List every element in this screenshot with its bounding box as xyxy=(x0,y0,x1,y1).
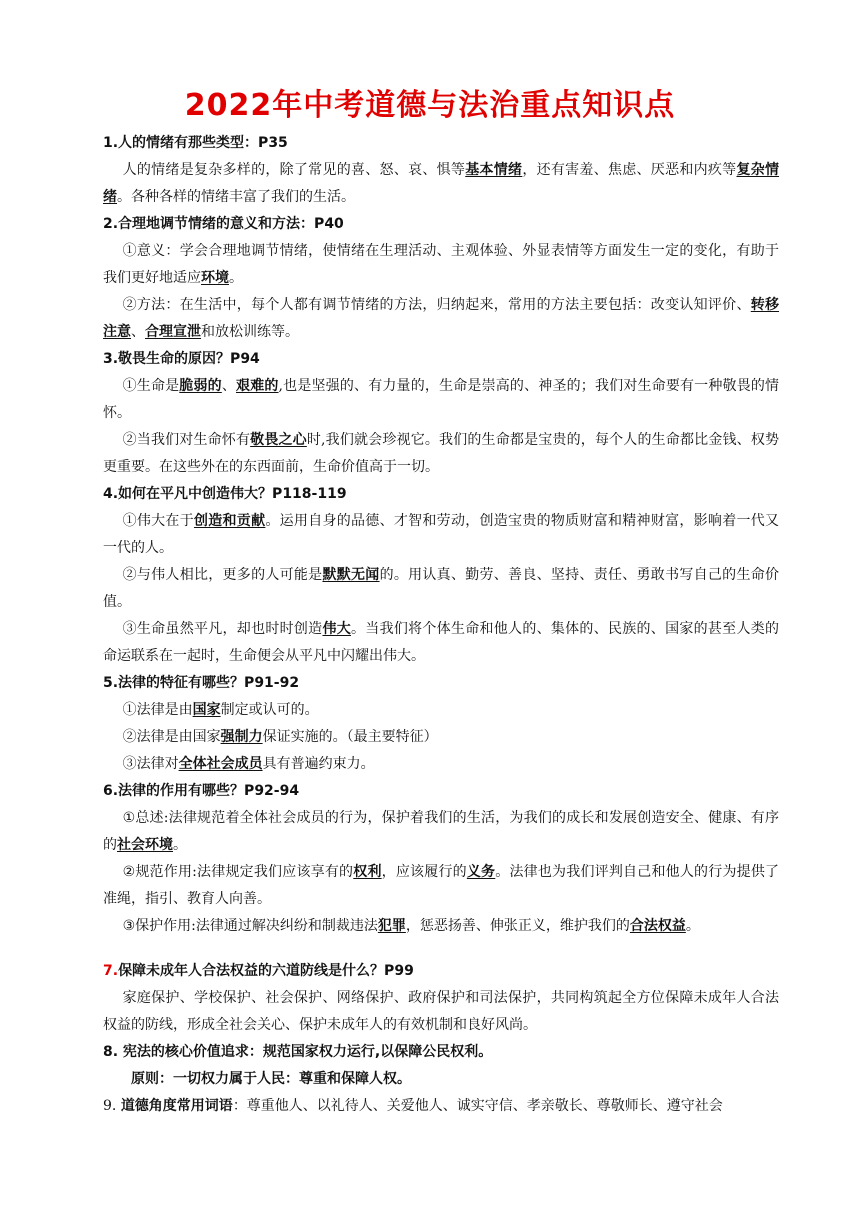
question-1: 1.人的情绪有那些类型：P35 xyxy=(103,135,288,151)
keyword: 敬畏之心 xyxy=(250,432,307,448)
question-8: 8. 宪法的核心价值追求：规范国家权力运行,以保障公民权利。 xyxy=(103,1044,493,1060)
question-2: 2.合理地调节情绪的意义和方法：P40 xyxy=(103,216,344,232)
keyword: 伟大 xyxy=(322,621,352,637)
question-4: 4.如何在平凡中创造伟大？P118-119 xyxy=(103,486,347,502)
answer-6-para-1: ①总述:法律规范着全体社会成员的行为，保护着我们的生活，为我们的成长和发展创造安全、健康、有序的社会环境。 xyxy=(103,810,779,853)
keyword: 艰难的 xyxy=(236,378,279,394)
keyword: 创造和贡献 xyxy=(193,513,266,529)
answer-2-para-1: ①意义：学会合理地调节情绪，使情绪在生理活动、主观体验、外显表情等方面发生一定的变化，有助于我们更好地适应环境。 xyxy=(103,243,779,286)
answer-4-para-2: ②与伟人相比，更多的人可能是默默无闻的。用认真、勤劳、善良、坚持、责任、勇敢书写自己的生命价值。 xyxy=(103,567,780,610)
keyword: 转移注意 xyxy=(103,297,780,340)
document-body xyxy=(103,130,779,1120)
keyword: 权利 xyxy=(353,864,382,880)
keyword: 国家 xyxy=(192,702,221,718)
keyword: 脆弱的 xyxy=(179,378,222,394)
answer-6-para-2: ②规范作用:法律规定我们应该享有的权利，应该履行的义务。法律也为我们评判自己和他人的行为提供了准绳，指引、教育人向善。 xyxy=(103,864,780,907)
keyword: 合理宣泄 xyxy=(145,324,201,340)
keyword: 默默无闻 xyxy=(322,567,380,583)
keyword: 环境 xyxy=(201,270,229,286)
keyword: 义务 xyxy=(466,864,496,880)
question-5: 5.法律的特征有哪些？P91-92 xyxy=(103,675,300,691)
spacer xyxy=(103,940,779,958)
answer-4-para-3: ③生命虽然平凡，却也时时创造伟大。当我们将个体生命和他人的、集体的、民族的、国家的甚至人类的命运联系在一起时，生命便会从平凡中闪耀出伟大。 xyxy=(103,621,780,664)
keyword: 全体社会成员 xyxy=(178,756,263,772)
answer-5-para-1: ①法律是由国家制定或认可的。 xyxy=(122,702,319,718)
answer-2-para-2: ②方法：在生活中，每个人都有调节情绪的方法，归纳起来，常用的方法主要包括：改变认知评价、转移注意、合理宣泄和放松训练等。 xyxy=(103,297,780,340)
question-7: 7.保障未成年人合法权益的六道防线是什么？P99 xyxy=(103,963,414,979)
answer-1-para-1: 人的情绪是复杂多样的，除了常见的喜、怒、哀、惧等基本情绪，还有害羞、焦虑、厌恶和内疚等复杂情绪。各种各样的情绪丰富了我们的生活。 xyxy=(103,162,780,205)
answer-4-para-1: ①伟大在于创造和贡献。运用自身的品德、才智和劳动，创造宝贵的物质财富和精神财富，影响着一代又一代的人。 xyxy=(103,513,780,556)
keyword: 犯罪 xyxy=(377,918,406,934)
question-3: 3.敬畏生命的原因？P94 xyxy=(103,351,260,367)
label: ①总述 xyxy=(122,810,164,826)
question-number: 7. xyxy=(103,963,119,979)
page-title: 2022年中考道德与法治重点知识点 xyxy=(184,88,676,123)
question-number: 9. xyxy=(103,1098,121,1114)
answer-5-para-3: ③法律对全体社会成员具有普遍约束力。 xyxy=(122,756,375,772)
keyword: 基本情绪 xyxy=(465,162,523,178)
answer-3-para-2: ②当我们对生命怀有敬畏之心时,我们就会珍视它。我们的生命都是宝贵的，每个人的生命都比金钱、权势更重要。在这些外在的东西面前，生命价值高于一切。 xyxy=(103,432,780,475)
question-6: 6.法律的作用有哪些？P92-94 xyxy=(103,783,300,799)
keyword: 社会环境 xyxy=(117,837,173,853)
label: ③保护作用 xyxy=(122,918,192,934)
keyword: 复杂情绪 xyxy=(103,162,780,205)
answer-7-para-1: 家庭保护、学校保护、社会保护、网络保护、政府保护和司法保护，共同构筑起全方位保障未成年人合法权益的防线，形成全社会关心、保护未成年人的有效机制和良好风尚。 xyxy=(103,990,779,1033)
answer-6-para-3: ③保护作用:法律通过解决纠纷和制裁违法犯罪，惩恶扬善、伸张正义，维护我们的合法权益。 xyxy=(122,918,700,934)
keyword: 强制力 xyxy=(220,729,263,745)
principle-line: 原则：一切权力属于人民：尊重和保障人权。 xyxy=(131,1071,411,1087)
label: 道德角度常用词语 xyxy=(120,1098,233,1114)
question-9: 9. 道德角度常用词语：尊重他人、以礼待人、关爱他人、诚实守信、孝亲敬长、尊敬师长、遵守社会 xyxy=(103,1098,723,1114)
label: ②规范作用 xyxy=(122,864,193,880)
answer-5-para-2: ②法律是由国家强制力保证实施的。（最主要特征） xyxy=(122,729,438,745)
keyword: 合法权益 xyxy=(629,918,686,934)
answer-3-para-1: ①生命是脆弱的、艰难的,也是坚强的、有力量的，生命是崇高的、神圣的；我们对生命要有一种敬畏的情怀。 xyxy=(103,378,780,421)
